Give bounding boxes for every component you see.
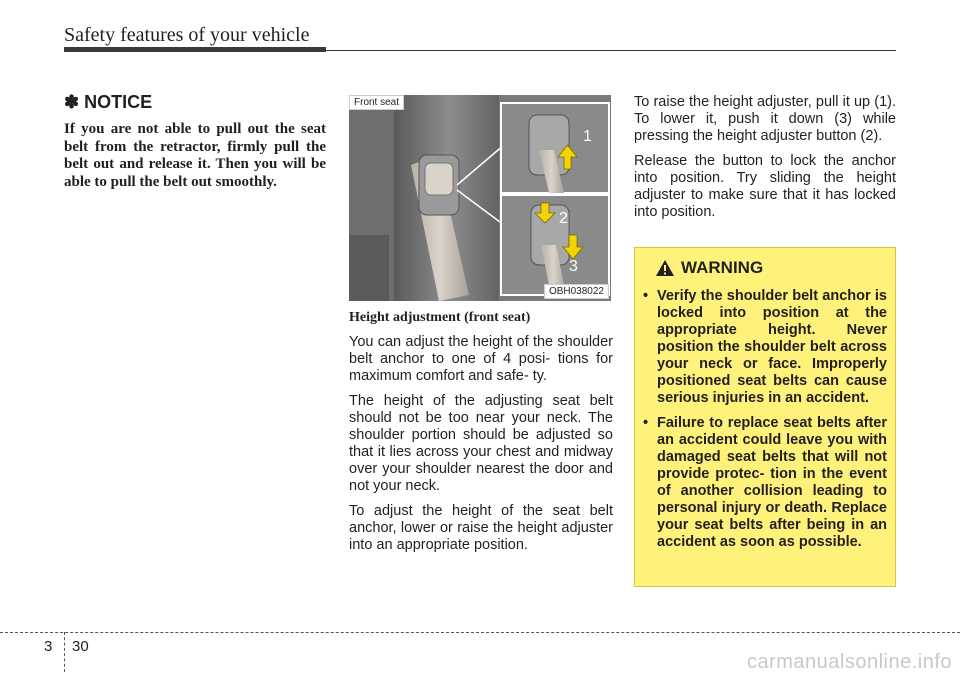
figure-label: Front seat — [349, 95, 404, 110]
warning-item — [643, 415, 887, 551]
paragraph: The height of the adjusting seat belt should not be too near your neck. The shoulder portion should be adjusted so that it lies across your chest and midway over your shoulder nearest the door and not your neck. — [349, 393, 613, 494]
seat-belt-figure — [349, 95, 611, 301]
figure-code: OBH038022 — [544, 284, 609, 299]
warning-triangle-icon — [655, 259, 675, 277]
header-rule-thin — [326, 50, 896, 51]
bullet: • — [643, 415, 649, 431]
callout-number-2 — [559, 210, 568, 227]
paragraph: To raise the height adjuster, pull it up (1). To lower it, push it down (3) while pressing the height adjuster button (2). — [634, 94, 896, 144]
adjuster-instructions — [634, 94, 896, 229]
section-heading: Height adjustment (front seat) — [349, 310, 531, 325]
svg-text:1: 1 — [583, 128, 592, 145]
warning-title: WARNING — [681, 258, 764, 277]
chapter-number: 3 — [44, 638, 53, 655]
warning-item-text: Verify the shoulder belt anchor is locked into position at the appropriate height. Never position the shoulder belt across your neck or face. Improperly positioned seat belts can cause serious injuries in an accident. — [657, 288, 887, 406]
height-adjustment-section — [349, 310, 613, 562]
seat-belt-illustration — [349, 95, 611, 301]
watermark-text: carmanualsonline.info — [746, 651, 952, 673]
footer-rule — [0, 632, 960, 633]
notice-body: If you are not able to pull out the seat belt from the retractor, firmly pull the belt out and release it. Then you will be able to pull the belt out smoothly. — [64, 121, 326, 190]
warning-item — [643, 288, 887, 407]
header-rule-thick — [64, 47, 326, 52]
svg-text:3: 3 — [569, 258, 578, 275]
warning-header — [655, 258, 763, 278]
page-header-title: Safety features of your vehicle — [64, 24, 310, 46]
warning-box — [634, 247, 896, 587]
notice-section — [64, 92, 326, 191]
paragraph: You can adjust the height of the shoulder belt anchor to one of 4 posi- tions for maximum comfort and safe- ty. — [349, 334, 613, 384]
paragraph: To adjust the height of the seat belt anchor, lower or raise the height adjuster into an appropriate position. — [349, 503, 613, 553]
bullet: • — [643, 288, 649, 304]
svg-text:2: 2 — [559, 210, 568, 227]
footer-divider — [64, 632, 65, 672]
warning-item-text: Failure to replace seat belts after an accident could leave you with damaged seat belts that will not provide protec- tion in the event of another collision leading to personal injury or death. Replace your seat belts after being in an accident as soon as possible. — [657, 415, 887, 550]
notice-heading: ✽ NOTICE — [64, 92, 153, 112]
warning-list — [643, 288, 887, 559]
paragraph: Release the button to lock the anchor into position. Try sliding the height adjuster to make sure that it has locked into position. — [634, 153, 896, 220]
page-number: 30 — [72, 638, 89, 655]
callout-number-3 — [569, 258, 578, 275]
callout-number-1 — [583, 128, 592, 145]
